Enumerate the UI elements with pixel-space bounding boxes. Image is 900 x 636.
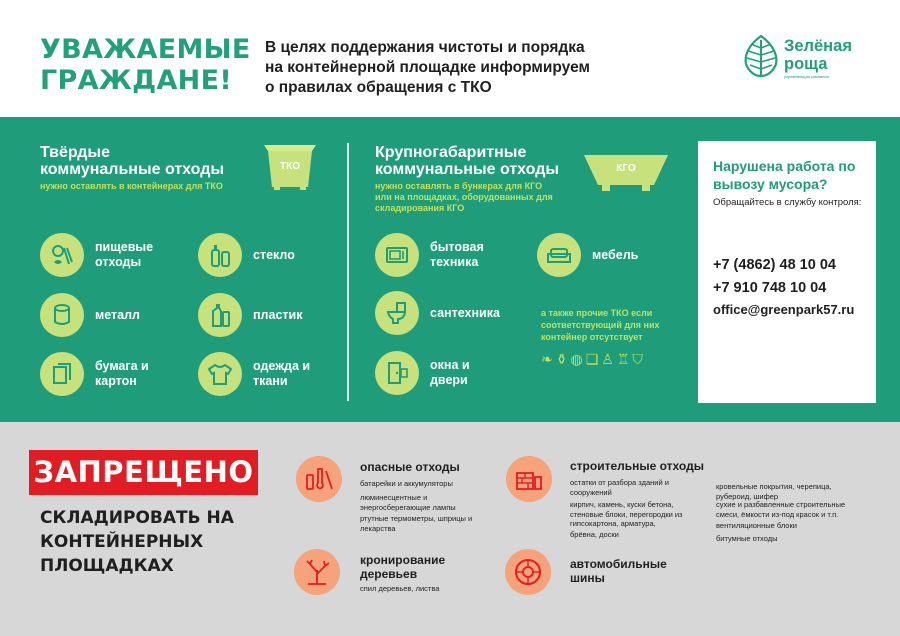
category-appliances-label: бытовая техника [430,240,484,269]
category-clothes [198,352,333,396]
contact-card [698,141,876,403]
category-glass-label: стекло [253,247,295,262]
trees-title [360,553,445,581]
paper-icon [40,352,84,396]
kgo-title-line-2: коммунальные отходы [375,161,560,178]
contact-email[interactable]: office@greenpark57.ru [713,302,855,317]
food-waste-icon [40,233,84,277]
trees-title-line-1: кронирование [360,553,446,567]
door-icon [375,351,419,395]
glass-icon [198,233,242,277]
construction-left-item-1: остатки от разбора зданий и сооружений [570,478,669,497]
category-glass [198,233,295,277]
category-paper-label: бумага и картон [95,359,149,388]
mini-bottle-icon: ♖ [616,351,630,367]
logo-line-2: роща [784,55,828,73]
contact-title: Нарушена работа по вывозу мусора? [713,158,856,192]
intro-line-3: о правилах обращения с ТКО [265,79,492,96]
category-plastic-label: пластик [253,307,303,322]
category-appliances [375,233,510,277]
contact-phone-2[interactable]: +7 910 748 10 04 [713,280,827,296]
category-paper [40,352,175,396]
section-divider [347,143,349,401]
tree-cutting-icon [294,549,340,595]
tire-icon [505,549,551,595]
forbidden-sub-line-1: СКЛАДИРОВАТЬ НА [40,508,234,528]
title-line-1: УВАЖАЕМЫЕ [40,34,251,65]
mini-paper-icon: ❏ [585,351,599,367]
construction-left-item-3: брёвна, доски [570,530,619,539]
logo-wordmark [784,37,852,73]
tires-title-line-2: шины [570,571,605,585]
construction-right-item-1: кровельные покрытия, черепица, рубероид, шифер [716,482,832,501]
plastic-bottle-icon [198,293,242,337]
category-plumbing-label: сантехника [430,305,500,320]
kgo-bin-label: КГО [616,163,636,174]
sofa-icon [537,233,581,277]
forbidden-sub-line-2: КОНТЕЙНЕРНЫХ [40,532,204,552]
tko-bin-label: ТКО [280,161,300,172]
category-food [40,233,175,277]
category-furniture [537,233,638,277]
other-waste-icons [541,351,643,368]
leaf-logo-icon [742,34,780,78]
clothes-icon [198,352,242,396]
tires-title [570,557,667,585]
kgo-subtitle-line-2: или на площадках, оборудованных для [375,192,553,202]
metal-can-icon [40,293,84,337]
construction-left-item-2: кирпич, камень, куски бетона, стеновые блоки, перегородки из гипсокартона, арматура, [570,500,683,528]
hazardous-icon [296,456,342,502]
allowed-waste-section [0,117,900,422]
kgo-subtitle-line-3: складирования КГО [375,203,465,213]
mini-food-icon: ❧ [541,351,553,367]
construction-title: строительные отходы [570,459,704,473]
trees-title-line-2: деревьев [360,567,418,581]
kgo-title-line-1: Крупногабаритные [375,144,527,161]
header [0,0,900,117]
hazardous-item-3: ртутные термометры, шприцы и лекарства [360,514,473,533]
toilet-icon [375,291,419,335]
microwave-icon [375,233,419,277]
tires-title-line-1: автомобильные [570,557,667,571]
mini-plastic-icon: ♙ [601,351,614,367]
kgo-subtitle-line-1: нужно оставлять в бункерах для КГО [375,181,543,191]
mini-clothes-icon: ⛉ [632,351,643,367]
category-plastic [198,293,302,337]
other-waste-note: а также прочие ТКО если соответствующий для них контейнер отсутствует [541,308,660,342]
category-plumbing [375,291,500,335]
kgo-bunker-icon [582,151,670,198]
category-metal [40,293,140,337]
hazardous-item-2: люминесцентные и энергосберегающие лампы [360,493,456,512]
logo-subtitle: управляющая компания [784,74,829,79]
intro-line-2: на контейнерной площадке информируем [265,59,590,76]
category-food-label: пищевые отходы [95,240,154,269]
category-furniture-label: мебель [592,247,639,262]
tko-subtitle: нужно оставлять в контейнерах для ТКО [40,181,223,191]
category-windows [375,351,500,395]
trees-item: спил деревьев, листва [360,584,440,593]
hazardous-title: опасные отходы [360,460,460,474]
title-line-2: ГРАЖДАНЕ! [40,65,232,96]
forbidden-section [0,422,900,636]
forbidden-sub-line-3: ПЛОЩАДКАХ [40,556,174,576]
category-clothes-label: одежда и ткани [253,359,311,388]
construction-right-item-2: сухие и разбавленные строительные смеси, ёмкости из-под красок и т.п. [716,500,846,519]
page-title [40,34,250,96]
kgo-subtitle [375,181,585,214]
tko-title-line-1: Твёрдые [40,144,110,161]
intro-text [265,38,645,98]
mini-metal-icon: ◍ [570,351,583,367]
forbidden-banner: ЗАПРЕЩЕНО [29,450,258,495]
construction-right-item-3: вентиляционные блоки [716,521,797,530]
tko-title-line-2: коммунальные отходы [40,161,225,178]
intro-line-1: В целях поддержания чистоты и порядка [265,39,585,56]
construction-right-item-4: битумные отходы [716,534,778,543]
logo-line-1: Зелёная [784,37,852,55]
contact-phone-1[interactable]: +7 (4862) 48 10 04 [713,257,836,273]
logo [742,34,867,84]
tko-container-icon [262,141,318,196]
kgo-title [375,144,559,178]
tko-title [40,144,224,178]
category-windows-label: окна и двери [430,358,470,387]
mini-glass-icon: ⚱ [555,351,568,367]
forbidden-subtitle [40,506,270,578]
hazardous-item-1: батарейки и аккумуляторы [360,479,453,488]
construction-icon [506,456,552,502]
contact-subtitle: Обращайтесь в службу контроля: [713,197,862,208]
category-metal-label: металл [95,307,140,322]
